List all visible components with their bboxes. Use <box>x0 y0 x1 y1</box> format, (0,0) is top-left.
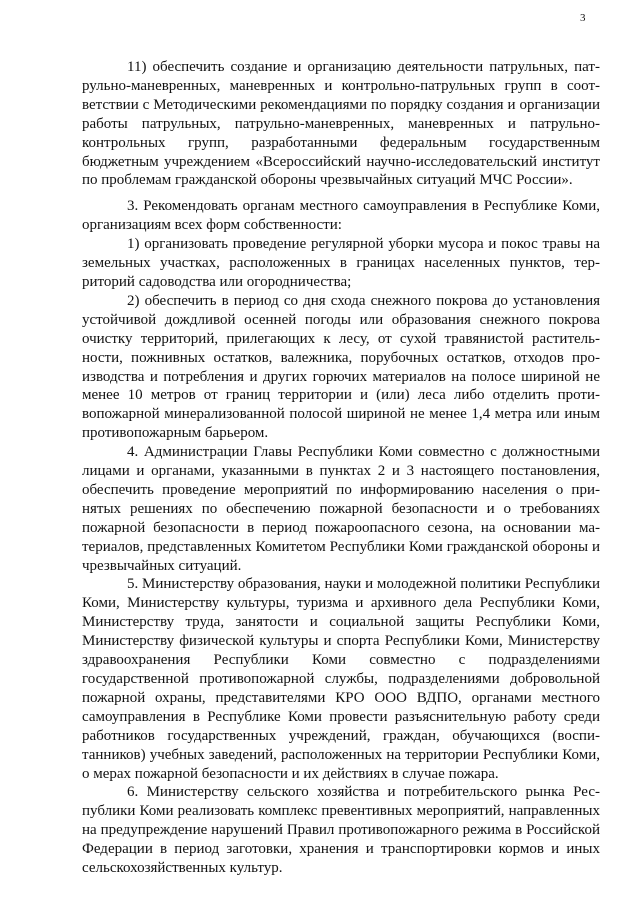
paragraph-section-5: 5. Министерству образования, науки и молодежной политики Республики Коми, Министерству культуры, туризма и архивного дела Республики Коми, Министерству труда, занятости и социальной защиты Республики Коми, Министерству физической культуры и спорта Республики Коми, Министерству здравоохранения Республики Коми совместно с подразделениями государственной противопожарной службы, подразделениями добровольной пожарной охраны, представителями КРО ООО ВДПО, органами местного самоуправления в Республике Коми провести разъяснительную работу среди работников государственных учреждений, граждан, обучающихся (воспитанников) учебных заведений, расположенных на территории Республики Коми, о мерах пожарной безопасности и их действиях в случае пожара. <box>82 576 600 782</box>
paragraph-item-3-2: 2) обеспечить в период со дня схода снежного покрова до установления устойчивой дождливой осенней погоды или образования снежного покрова очистку территорий, прилегающих к лесу, от сухой травянистой растительности, пожнивных остатков, валежника, порубочных остатков, отходов производства и потребления и других горючих материалов на полосе шириной не менее 10 метров от границ территории и (или) леса либо отделить противопожарной минерализованной полосой шириной не менее 1,4 метра или иным противопожарным барьером. <box>82 292 600 442</box>
paragraph-item-3-1: 1) организовать проведение регулярной уборки мусора и покос травы на земельных участках, расположенных в границах населенных пунктов, территорий садоводства или огородничества; <box>82 236 600 290</box>
paragraph-section-4: 4. Администрации Главы Республики Коми совместно с должностными лицами и органами, указанными в пунктах 2 и 3 настоящего постановления, обеспечить проведение мероприятий по информированию населения о принятых решениях по обеспечению пожарной безопасности и о требованиях пожарной безопасности в период пожароопасного сезона, на основании материалов, представленных Комитетом Республики Коми гражданской обороны и чрезвычайных ситуаций. <box>82 444 600 574</box>
document-body <box>82 58 600 878</box>
paragraph-section-3: 3. Рекомендовать органам местного самоуправления в Республике Коми, организациям всех форм собственности: <box>82 198 600 234</box>
page-number: 3 <box>580 12 586 24</box>
paragraph-section-6: 6. Министерству сельского хозяйства и потребительского рынка Республики Коми реализовать комплекс превентивных мероприятий, направленных на предупреждение нарушений Правил противопожарного режима в Российской Федерации в период заготовки, хранения и транспортировки кормов и иных сельскохозяйственных культур. <box>82 784 600 877</box>
paragraph-item-11: 11) обеспечить создание и организацию деятельности патрульных, патрульно-маневренных, маневренных и контрольно-патрульных групп в соответствии с Методическими рекомендациями по порядку создания и организации работы патрульных, патрульно-маневренных, маневренных и патрульно-контрольных групп, разработанными федеральным государственным бюджетным учреждением «Всероссийский научно-исследовательский институт по проблемам гражданской обороны чрезвычайных ситуаций МЧС России». <box>82 59 600 189</box>
